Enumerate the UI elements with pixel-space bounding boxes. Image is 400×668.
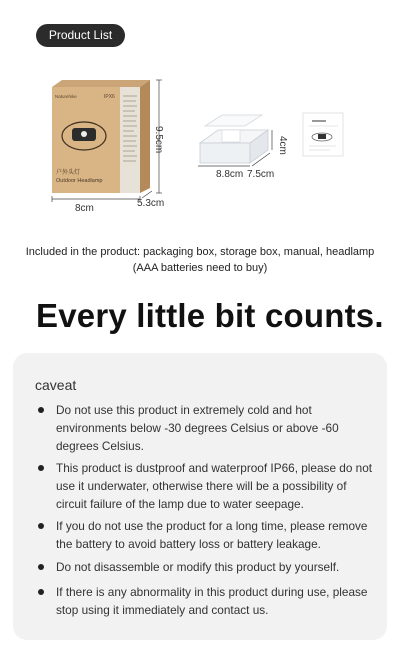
box-depth-label: 5.3cm [137, 198, 165, 209]
caveat-item-disassemble: Do not disassemble or modify this product by yourself. [35, 558, 339, 576]
product-images [0, 60, 400, 230]
caveat-item-waterproof: This product is dustproof and waterproof IP66, please do not use it underwater, otherwise there will be a possibility of circuit failure of the lamp due to water seepage. [35, 459, 375, 513]
case-width-label: 8.8cm [216, 169, 244, 180]
caveat-item-abnormality: If there is any abnormality in this product during use, please stop using it immediately and contact us. [35, 583, 375, 619]
box-product-name-text: Outdoor Headlamp [56, 178, 103, 184]
manual-image [303, 113, 343, 156]
caveat-item-battery: If you do not use the product for a long time, please remove the battery to avoid battery loss or battery leakage. [35, 517, 375, 553]
caption-line-1: Included in the product: packaging box, storage box, manual, headlamp [25, 246, 375, 258]
packaging-box-image [52, 80, 162, 202]
included-items-caption [10, 244, 390, 276]
caveat-title: caveat [35, 377, 77, 393]
case-height-label: 4cm [277, 136, 288, 155]
caption-line-2: (AAA batteries need to buy) [132, 262, 268, 274]
box-brand-text: Naturehike [55, 94, 77, 99]
caveat-item-temperature: Do not use this product in extremely cold and hot environments below -30 degrees Celsius or above -60 degrees Celsius. [35, 401, 375, 455]
box-chinese-text: 户外头灯 [56, 170, 81, 176]
product-contents-illustration [0, 60, 400, 230]
product-list-badge: Product List [36, 24, 125, 47]
caveat-card [13, 353, 387, 640]
box-rating-text: IPX6 [104, 94, 115, 100]
box-width-label: 8cm [75, 203, 94, 214]
case-depth-label: 7.5cm [247, 169, 275, 180]
box-height-label: 9.5cm [153, 126, 164, 154]
storage-case-image [198, 115, 272, 166]
headline: Every little bit counts. [36, 297, 384, 334]
